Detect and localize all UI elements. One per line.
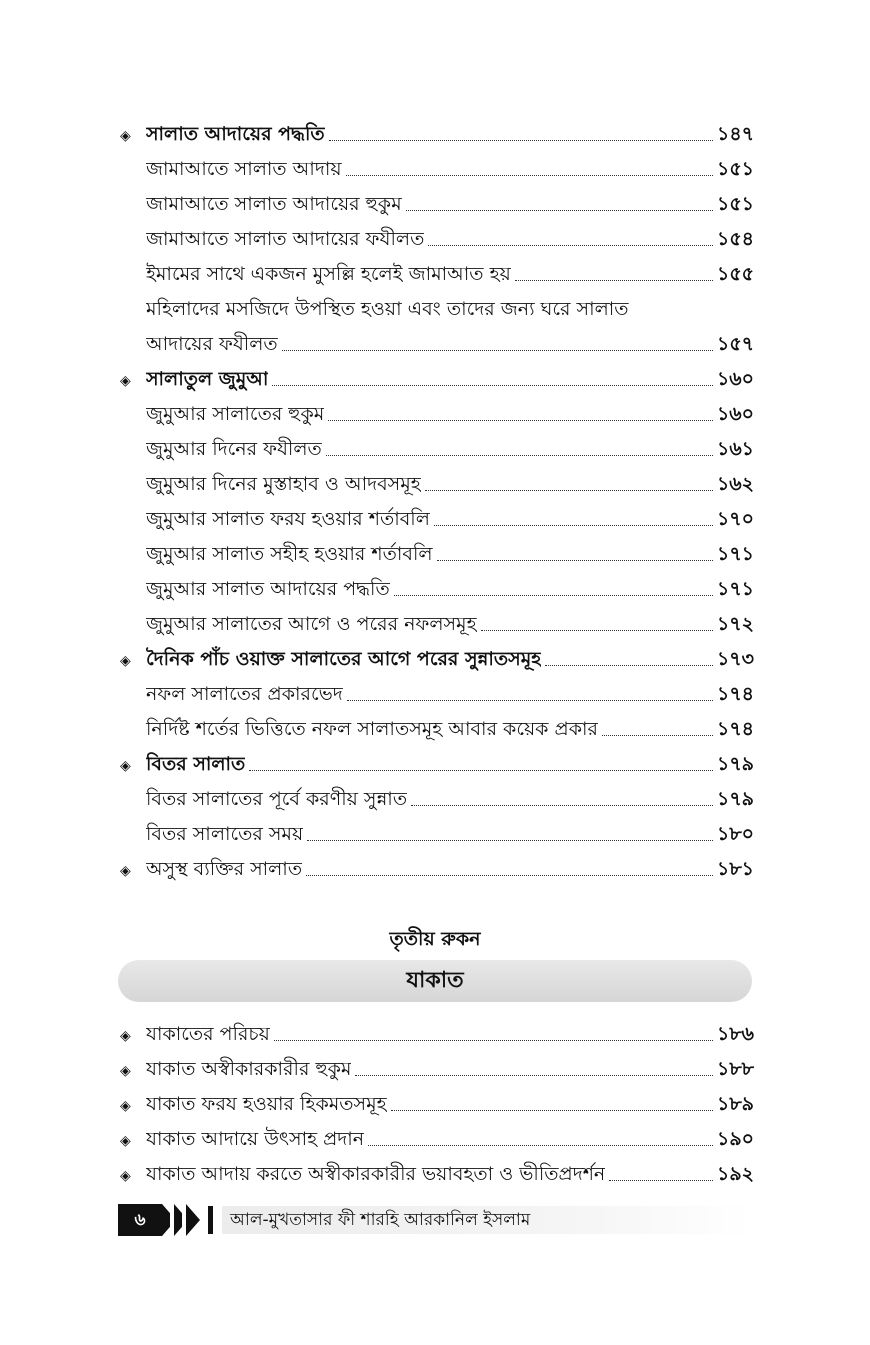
toc-entry-title: জুমুআর সালাতের হুকুম [146,403,325,425]
dot-leader [425,489,713,491]
toc-entry-title: মহিলাদের মসজিদে উপস্থিত হওয়া এবং তাদের জন্য ঘরে সালাত [146,298,629,320]
dot-leader [515,279,713,281]
chevron-right-icon [186,1204,200,1236]
toc-entry [120,817,754,852]
diamond-bullet-icon: ◈ [120,1133,131,1149]
toc-entry-title: অসুস্থ ব্যক্তির সালাত [146,858,303,880]
dot-leader [406,209,713,211]
toc-entry-page: ১৭৯ [716,788,754,810]
dot-leader [428,244,713,246]
toc-entry-page: ১৭১ [716,578,754,600]
toc-entry-title: যাকাতের পরিচয় [146,1023,270,1045]
toc-entry-title: জামাআতে সালাত আদায়ের হুকুম [146,193,402,215]
toc-entry-page: ১৫৪ [717,228,754,250]
dot-leader [602,734,713,736]
toc-entry-title: জুমুআর দিনের মুস্তাহাব ও আদবসমূহ [146,473,421,495]
toc-entry [120,432,754,467]
dot-leader [411,804,713,806]
toc-entry-page: ১৬২ [716,473,754,495]
toc-entry-page: ১৭৩ [716,648,754,670]
toc-entry-title: সালাত আদায়ের পদ্ধতি [146,123,325,145]
toc-entry [120,397,754,432]
toc-entry [120,852,754,887]
toc-entry [120,292,754,327]
diamond-bullet-icon: ◈ [120,1028,131,1044]
toc-entry-title: যাকাত আদায়ে উৎসাহ প্রদান [146,1128,365,1150]
toc-entry-title: বিতর সালাতের পূর্বে করণীয় সুন্নাত [146,788,408,810]
toc-entry [120,502,754,537]
toc-entry [120,362,754,397]
dot-leader [306,874,713,876]
toc-entry-page: ১৮০ [716,823,754,845]
diamond-bullet-icon: ◈ [120,653,131,669]
dot-leader [329,139,713,141]
toc-entry [120,222,754,257]
dot-leader [346,174,713,176]
book-title: আল-মুখতাসার ফী শারহি আরকানিল ইসলাম [230,1210,531,1230]
toc-entry-page: ১৬১ [716,438,754,460]
diamond-bullet-icon: ◈ [120,758,131,774]
dot-leader [272,384,712,386]
page-footer [118,1204,752,1236]
part-label: তৃতীয় রুকন [389,928,481,950]
toc-entry-title: যাকাত অস্বীকারকারীর হুকুম [146,1058,352,1080]
toc-entry-title: আদায়ের ফযীলত [146,333,278,355]
dot-leader [394,594,713,596]
toc-entry-page: ১৬০ [716,403,754,425]
dot-leader [282,349,713,351]
toc-entry-page: ১৭১ [716,543,754,565]
section-banner: যাকাত [118,960,752,1002]
toc-entry [120,117,754,152]
table-of-contents [120,117,754,887]
dot-leader [481,629,713,631]
dot-leader [328,419,713,421]
toc-entry [120,572,754,607]
toc-entry-title: যাকাত আদায় করতে অস্বীকারকারীর ভয়াবহতা ও ভীতিপ্রদর্শন [146,1163,606,1185]
dot-leader [347,699,713,701]
diamond-bullet-icon: ◈ [120,1098,131,1114]
toc-entry [120,642,754,677]
toc-entry-title: জুমুআর সালাত আদায়ের পদ্ধতি [146,578,390,600]
toc-entry-title: জুমুআর দিনের ফযীলত [146,438,322,460]
dot-leader [391,1109,713,1111]
toc-entry-title: সালাতুল জুমুআ [146,368,269,390]
diamond-bullet-icon: ◈ [120,1168,131,1184]
dot-leader [609,1179,713,1181]
toc-entry-title: নির্দিষ্ট শর্তের ভিত্তিতে নফল সালাতসমূহ আবার কয়েক প্রকার [146,718,598,740]
toc-entry [120,467,754,502]
page-number: ৬ [118,1204,162,1236]
toc-entry [120,712,754,747]
toc-entry-page: ১৫১ [717,158,754,180]
toc-entry [120,187,754,222]
dot-leader [326,454,713,456]
toc-entry [120,677,754,712]
toc-entry [120,152,754,187]
toc-entry-title: জুমুআর সালাতের আগে ও পরের নফলসমূহ [146,613,477,635]
diamond-bullet-icon: ◈ [120,373,131,389]
diamond-bullet-icon: ◈ [120,1063,131,1079]
toc-entry-page: ১৭৪ [716,718,754,740]
toc-entry-page: ১৯০ [716,1128,754,1150]
toc-entry [120,327,754,362]
toc-entry-page: ১৭০ [716,508,754,530]
toc-entry-page: ১৬০ [716,368,754,390]
table-of-contents-zakat [120,1017,754,1192]
diamond-bullet-icon: ◈ [120,863,131,879]
dot-leader [434,524,713,526]
dot-leader [249,769,713,771]
toc-entry [120,537,754,572]
dot-leader [274,1039,713,1041]
toc-entry-page: ১৮৮ [717,1058,754,1080]
toc-entry-page: ১৫৭ [716,333,754,355]
toc-entry-title: জুমুআর সালাত সহীহ হওয়ার শর্তাবলি [146,543,433,565]
dot-leader [355,1074,713,1076]
toc-entry-page: ১৮১ [717,858,754,880]
toc-entry [120,607,754,642]
toc-entry-page: ১৮৬ [716,1023,754,1045]
dot-leader [545,664,713,666]
dot-leader [307,839,713,841]
toc-entry-page: ১৫১ [717,193,754,215]
toc-entry-title: বিতর সালাত [146,753,246,775]
toc-entry-title: জামাআতে সালাত আদায়ের ফযীলত [146,228,425,250]
toc-entry-title: জুমুআর সালাত ফরয হওয়ার শর্তাবলি [146,508,430,530]
toc-entry [120,747,754,782]
toc-entry-page: ১৯২ [716,1163,754,1185]
dot-leader [437,559,713,561]
toc-entry [120,782,754,817]
toc-entry-title: নফল সালাতের প্রকারভেদ [146,683,343,705]
toc-entry [120,1087,754,1122]
toc-entry [120,1157,754,1192]
toc-entry-page: ১৭২ [716,613,754,635]
toc-entry [120,1122,754,1157]
toc-entry-title: দৈনিক পাঁচ ওয়াক্ত সালাতের আগে পরের সুন্নাতসমূহ [146,648,542,670]
dot-leader [368,1144,713,1146]
toc-entry-page: ১৪৭ [716,123,754,145]
toc-entry-page: ১৮৯ [717,1093,754,1115]
footer-divider [208,1206,213,1234]
toc-entry [120,257,754,292]
toc-entry-title: ইমামের সাথে একজন মুসল্লি হলেই জামাআত হয় [146,263,511,285]
toc-entry [120,1052,754,1087]
toc-entry-page: ১৭৪ [716,683,754,705]
toc-entry-title: জামাআতে সালাত আদায় [146,158,342,180]
toc-entry-page: ১৫৫ [717,263,754,285]
toc-entry [120,1017,754,1052]
toc-entry-title: যাকাত ফরয হওয়ার হিকমতসমূহ [146,1093,387,1115]
diamond-bullet-icon: ◈ [120,128,131,144]
toc-entry-title: বিতর সালাতের সময় [146,823,304,845]
toc-entry-page: ১৭৯ [716,753,754,775]
